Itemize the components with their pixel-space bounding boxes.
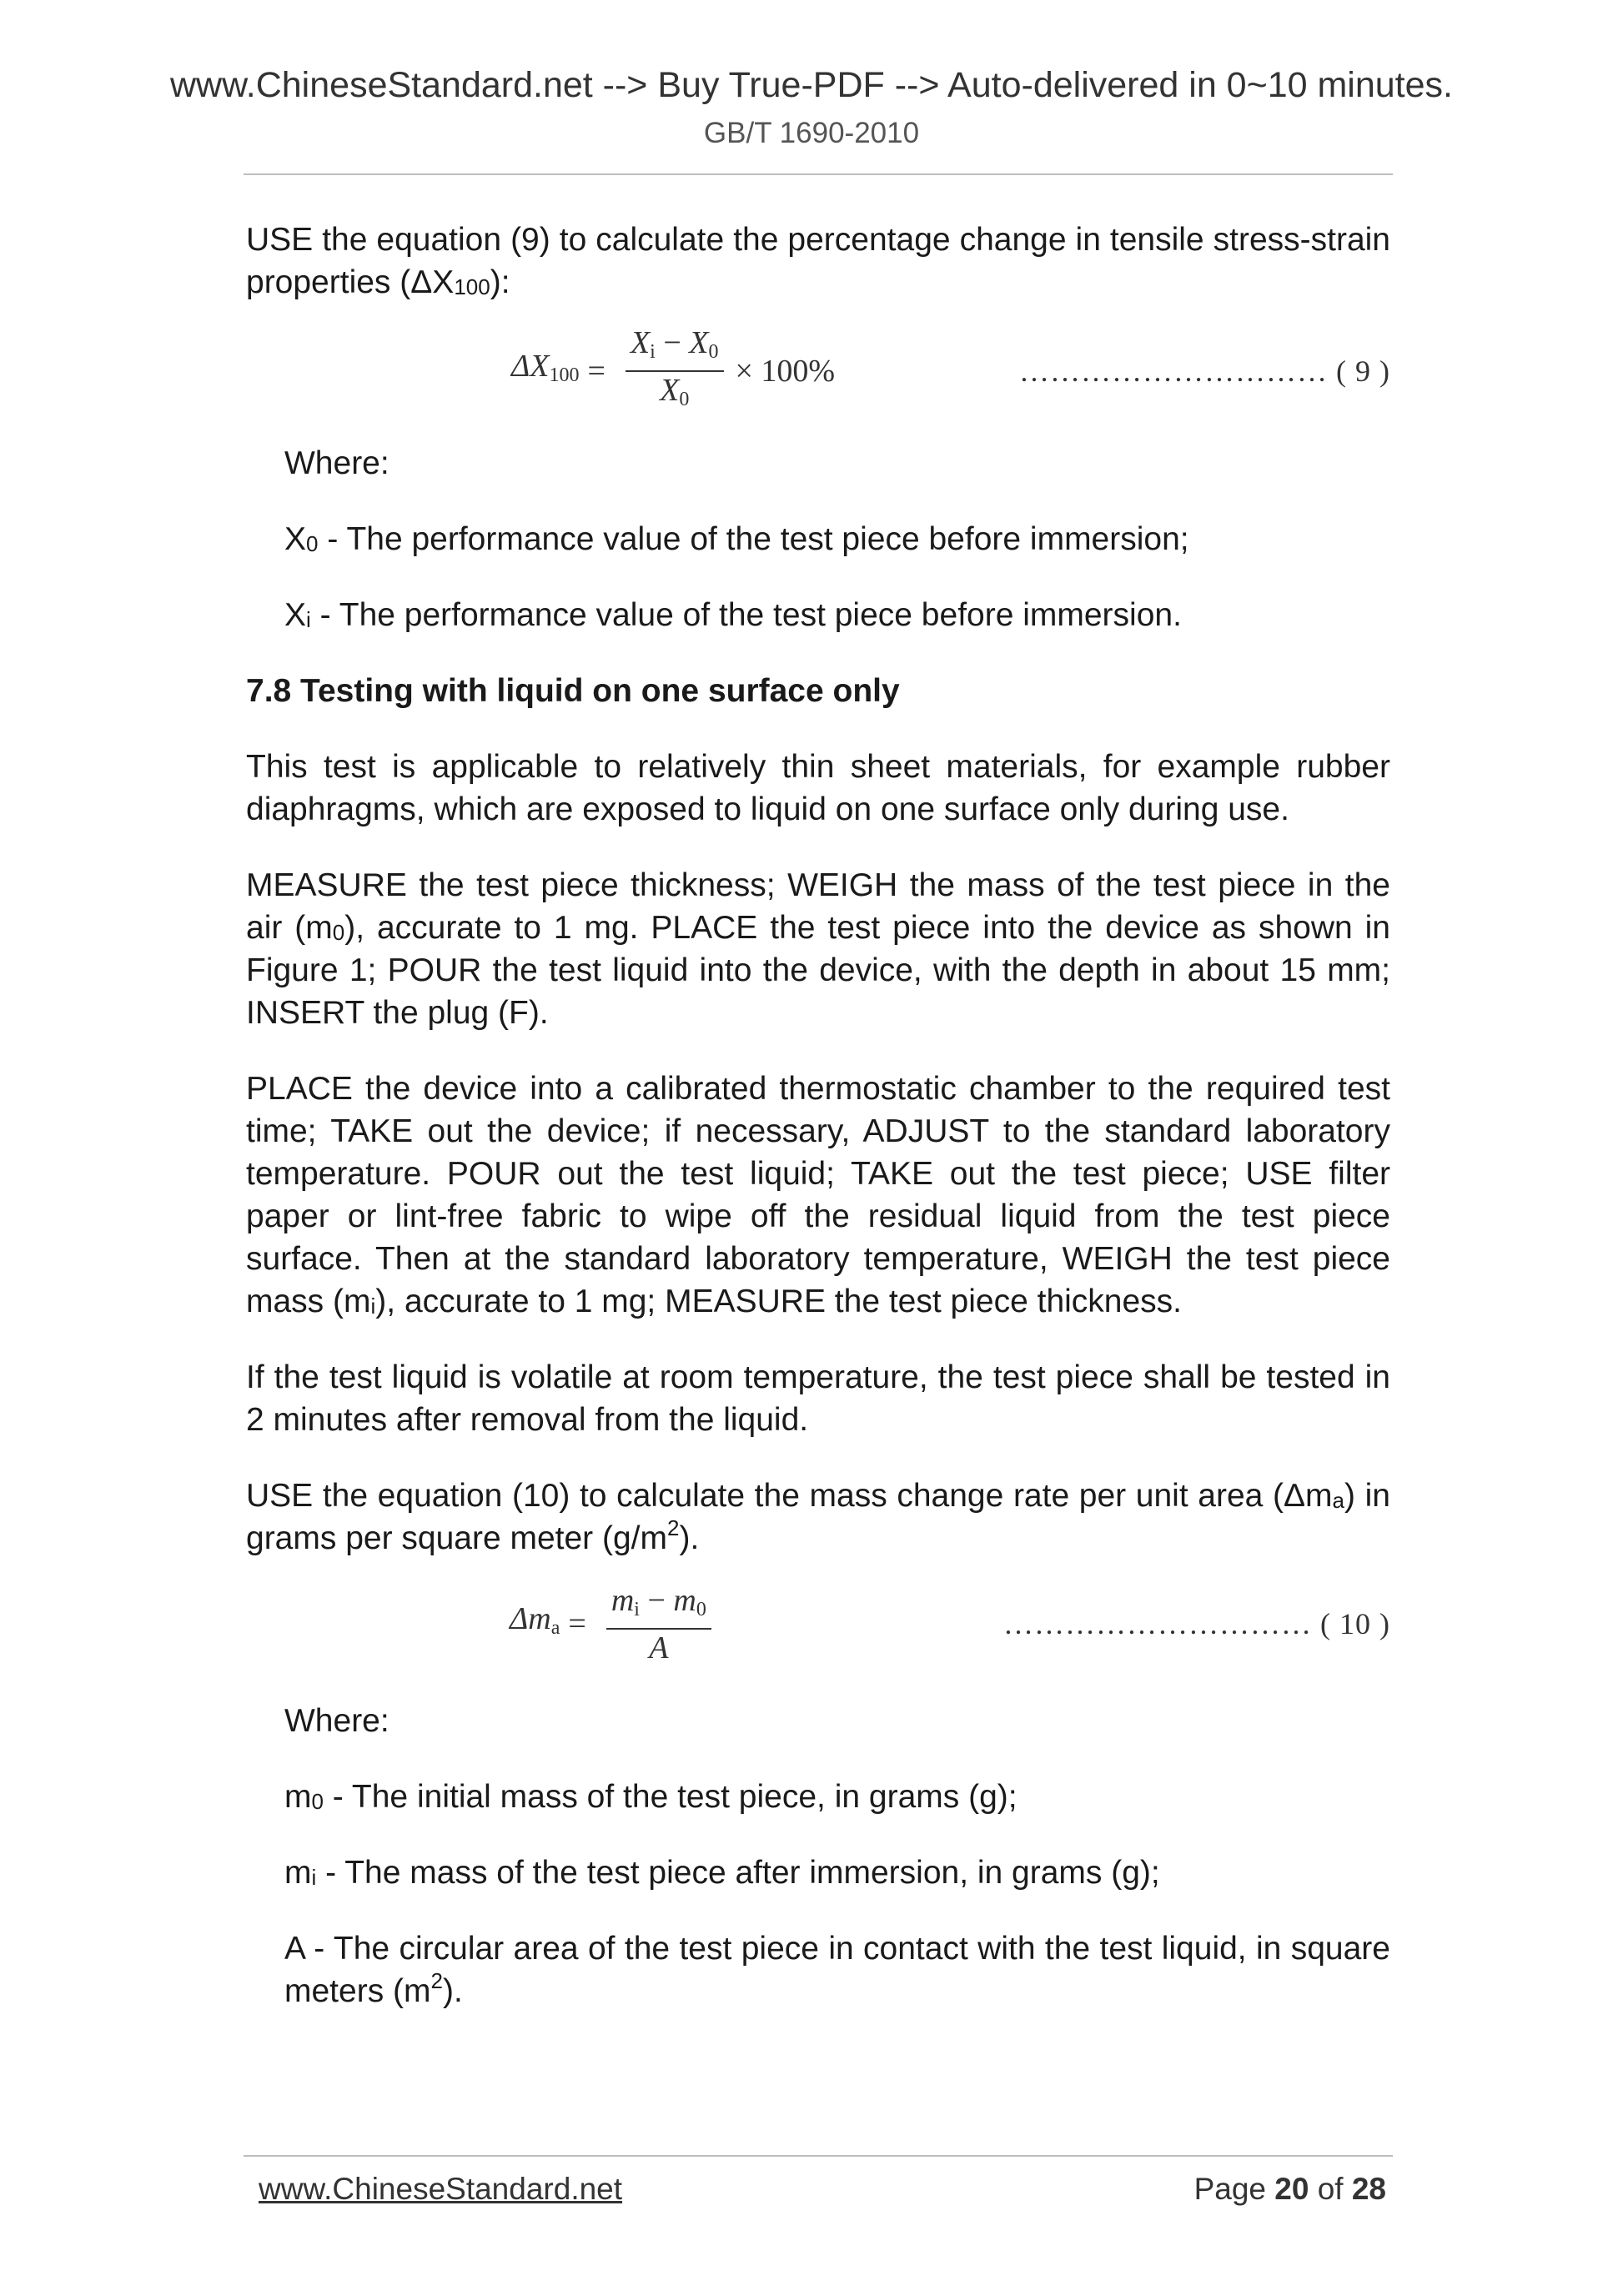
- page-content: [246, 219, 1390, 2012]
- intro-paragraph: USE the equation (9) to calculate the percentage change in tensile stress-strain properties $(\Delta X_{100})$:: [246, 222, 1390, 300]
- equation-10: Δma = $\frac{mi - m0}{A}$ ………………………… ( 10 ): [246, 1578, 1390, 1670]
- eq9-fraction: $\frac{Xi - X0}{X0}$: [626, 324, 724, 418]
- where-label-2: Where:: [284, 1703, 389, 1739]
- equation-9: ΔX100 = $\frac{Xi - X0}{X0}$ × 100% ………………………… ( 9 ): [246, 325, 1390, 417]
- footer-site-link[interactable]: www.ChineseStandard.net: [259, 2172, 623, 2206]
- header-divider: [244, 173, 1393, 175]
- definition-m0: $m_0$ - The initial mass of the test piece, in grams (g);: [284, 1779, 1018, 1815]
- eq9-number: ( 9 ): [1336, 354, 1390, 388]
- header-banner: www.ChineseStandard.net --> Buy True-PDF --> Auto-delivered in 0~10 minutes.: [169, 65, 1453, 105]
- paragraph-equation-10: USE the equation (10) to calculate the mass change rate per unit area $(\Delta m_a)$ in grams per square meter $(g/m^2)$.: [246, 1478, 1390, 1556]
- paragraph-applicability: This test is applicable to relatively thin sheet materials, for example rubber diaphragms, which are exposed to liquid on one surface only during use.: [246, 749, 1390, 827]
- eq9-leader: ………………………… ( 9 ): [1019, 325, 1390, 417]
- definition-xi: $X_i$ - The performance value of the test piece before immersion.: [284, 597, 1182, 633]
- definition-mi: $m_i$ - The mass of the test piece after immersion, in grams (g);: [284, 1855, 1160, 1891]
- paragraph-procedure: PLACE the device into a calibrated thermostatic chamber to the required test time; TAKE out the device; if necessary, ADJUST to the standard laboratory temperature. POUR out the test liquid; TAKE out the test piece; USE filter paper or lint-free fabric to wipe off the residual liquid from the test piece surface. Then at the standard laboratory temperature, WEIGH the test piece mass $(m_i)$, accurate to 1 mg; MEASURE the test piece thickness.: [246, 1071, 1390, 1319]
- eq10-fraction: $\frac{mi - m0}{A}$: [606, 1582, 711, 1666]
- paragraph-measure: MEASURE the test piece thickness; WEIGH the mass of the test piece in the air $(m_0)$, accurate to 1 mg. PLACE the test piece into the device as shown in Figure 1; POUR the test liquid into the device, with the depth in about 15 mm; INSERT the plug (F).: [246, 867, 1390, 1031]
- section-heading: 7.8 Testing with liquid on one surface only: [246, 673, 900, 709]
- page-indicator: Page 20 of 28: [1193, 2172, 1386, 2206]
- definition-area: A - The circular area of the test piece in contact with the test liquid, in square meters $(m^2)$.: [284, 1931, 1390, 2009]
- eq10-number: ( 10 ): [1320, 1606, 1390, 1640]
- paragraph-volatile: If the test liquid is volatile at room temperature, the test piece shall be tested in 2 minutes after removal from the liquid.: [246, 1359, 1390, 1438]
- standard-code: GB/T 1690-2010: [703, 117, 920, 149]
- eq10-lhs: Δma: [510, 1601, 560, 1639]
- footer-divider: [244, 2155, 1393, 2157]
- eq10-leader: ………………………… ( 10 ): [1003, 1578, 1390, 1670]
- definition-x0: $X_0$ - The performance value of the test piece before immersion;: [284, 521, 1189, 557]
- eq9-lhs: ΔX100: [511, 349, 580, 386]
- where-label-1: Where:: [284, 445, 389, 481]
